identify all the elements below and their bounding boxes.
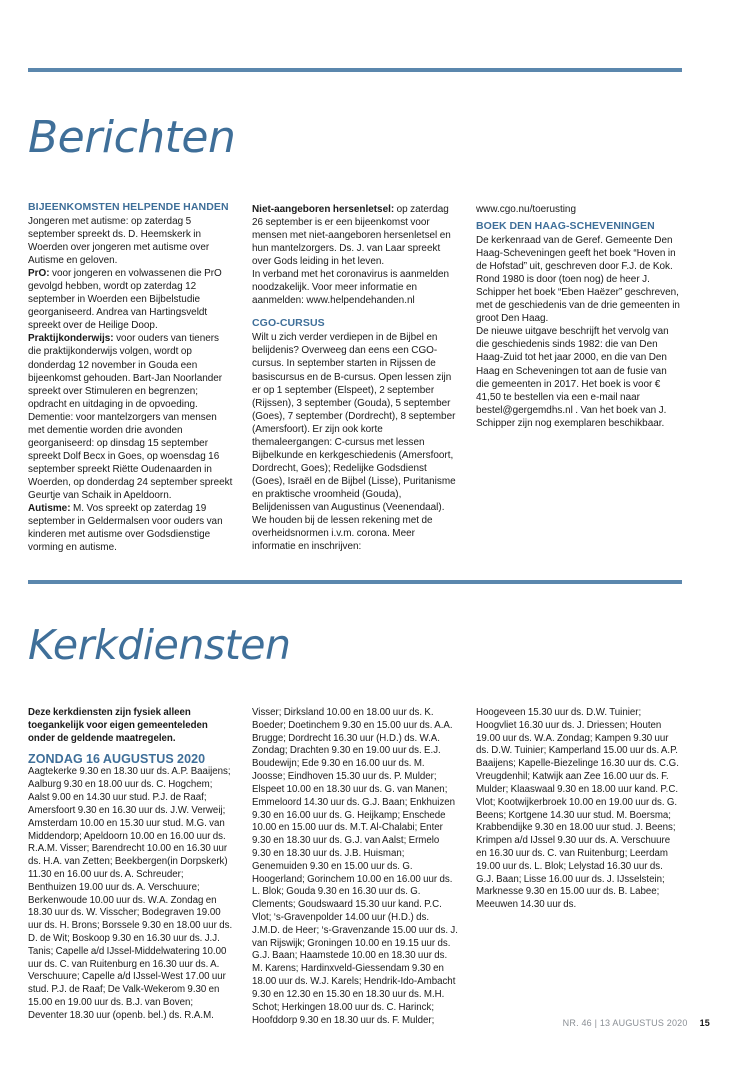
berichten-column-3 — [476, 203, 682, 430]
autisme-paragraph — [28, 502, 234, 554]
berichten-column-2 — [252, 203, 458, 553]
praktijk-label: Praktijkonderwijs: — [28, 333, 114, 345]
boek-text: De kerkenraad van de Geref. Gemeente Den Haag-Scheveningen geeft het boek “Hoven in de Hofstad” uit, geschreven door F.J. de Kok. Rond 1980 is door (toen nog) de heer J. Schipper het boek “Eben Haëzer” geschreven, met de geschiedenis van de drie gemeenten in groot Den Haag. — [476, 235, 680, 325]
issue-info: NR. 46 | 13 AUGUSTUS 2020 — [562, 1018, 688, 1028]
services-list: Aagtekerke 9.30 en 18.30 uur ds. A.P. Baaijens; Aalburg 9.30 en 18.00 uur ds. C. Hogchem; Aalst 9.00 en 14.30 uur stud. P.J. de Raaf; Amersfoort 9.30 en 16.30 uur ds. J.W. Verweij; Amsterdam 10.00 en 15.30 uur stud. M.G. van Middendorp; Apeldoorn 10.00 en 16.00 uur ds. R.A.M. Visser; Barendrecht 10.00 en 16.30 uur ds. H.A. van Zetten; Beekbergen(in Dorpskerk) 11.30 en 16.00 uur ds. A. Schreuder; Benthuizen 19.00 uur ds. A. Verschuure; Berkenwoude 10.00 uur ds. W.A. Zondag en 18.30 uur ds. W. Visscher; Bodegraven 19.00 uur ds. H. Brons; Borssele 9.30 en 18.00 uur ds. D. de Wit; Boskoop 9.30 en 16.30 uur ds. J.J. Tanis; Capelle a/d IJssel-Middelwatering 10.00 uur ds. C. van Ruitenburg en 16.30 uur ds. A. Verschuure; Capelle a/d IJssel-West 17.00 uur stud. P.J. de Raaf; De Valk-Wekerom 9.30 en 15.00 en 19.00 uur ds. B.J. van Boven; Deventer 18.30 uur (openb. bel.) ds. R.A.M. — [28, 766, 233, 1021]
berichten-title: Berichten — [28, 112, 236, 163]
kerkdiensten-column-1 — [28, 707, 234, 1023]
cgo-text-2: We houden bij de lessen rekening met de overheidsnormen i.v.m. corona. Meer informatie en inschrijven: — [252, 515, 433, 553]
pro-paragraph — [28, 267, 234, 332]
praktijk-text: voor ouders van tieners die praktijkonderwijs volgen, wordt op donderdag 12 november in Gouda een bijeenkomst gehouden. Bart-Jan Noorlander spreekt over Stimuleren en begrenzen; opdracht en uitdaging in de opvoeding. — [28, 333, 223, 410]
berichten-column-1 — [28, 200, 234, 554]
services-list: Visser; Dirksland 10.00 en 18.00 uur ds. K. Boeder; Doetinchem 9.30 en 15.00 uur ds. A.A. Brugge; Dordrecht 16.30 uur (H.D.) ds. W.A. Zondag; Drachten 9.30 en 19.00 uur ds. E.J. Boudewijn; Ede 9.30 en 16.00 uur ds. M. Joosse; Eindhoven 15.30 uur ds. P. Mulder; Elspeet 10.00 en 18.30 uur ds. G. van Manen; Emmeloord 14.30 uur ds. G.J. Baan; Enkhuizen 9.30 en 16.00 uur ds. G. Heijkamp; Enschede 10.00 en 15.00 uur ds. M.T. Al-Chalabi; Enter 9.30 en 18.30 uur ds. G.J. van Aalst; Ermelo 9.30 en 18.30 uur ds. J.B. Huisman; Genemuiden 9.30 en 15.00 uur ds. G. Hoogerland; Gorinchem 10.00 en 16.00 uur ds. L. Blok; Gouda 9.30 en 16.30 uur ds. G. Clements; Goudswaard 15.30 uur kand. P.C. Vlot; ‘s-Gravenpolder 14.00 uur (H.D.) ds. J.M.D. de Heer; ‘s-Gravenzande 15.00 uur ds. J. van Rijswijk; Groningen 10.00 en 19.15 uur ds. G.J. Baan; Haamstede 10.00 en 18.30 uur ds. M. Karens; Hardinxveld-Giessendam 9.30 en 18.00 uur ds. W.J. Karels; Hendrik-Ido-Ambacht 9.30 en 12.30 en 15.30 en 18.30 uur ds. M.H. Schot; Herkingen 18.00 uur ds. C. Harinck; Hoofddorp 9.30 en 18.30 uur ds. F. Mulder; — [252, 707, 458, 1026]
date-heading: ZONDAG 16 AUGUSTUS 2020 — [28, 752, 206, 767]
middle-divider — [28, 580, 682, 584]
top-divider — [28, 68, 682, 72]
page-footer — [563, 1018, 710, 1028]
pro-label: PrO: — [28, 268, 50, 280]
pro-text: voor jongeren en volwassenen die PrO gevolgd hebben, wordt op zaterdag 12 september in Woerden een Bijbelstudie georganiseerd. Andrea van Hartingsveldt spreekt over de Heilige Doop. — [28, 268, 222, 332]
helpende-handen-heading: BIJEENKOMSTEN HELPENDE HANDEN — [28, 201, 229, 213]
cgo-heading: CGO-CURSUS — [252, 317, 325, 330]
dementie-text: Dementie: voor mantelzorgers van mensen met dementie worden drie avonden georganiseerd: op dinsdag 15 september spreekt Dolf Becx in Goes, op woensdag 16 september spreekt Riëtte Oudenaarden in Woerden, op donderdag 24 september spreekt Geurtje van Schaik in Apeldoorn. — [28, 411, 233, 501]
nah-paragraph — [252, 203, 458, 268]
praktijk-paragraph — [28, 332, 234, 410]
kerkdiensten-title: Kerkdiensten — [28, 621, 291, 669]
autisme-text: M. Vos spreekt op zaterdag 19 september in Geldermalsen voor ouders van kinderen met autisme over Godsdienstige vorming en autisme. — [28, 503, 223, 554]
autisme-jongeren-text: Jongeren met autisme: op zaterdag 5 september spreekt ds. D. Heemskerk in Woerden over jongeren met autisme over Autisme en geloven. — [28, 216, 210, 267]
kerkdiensten-intro: Deze kerkdiensten zijn fysiek alleen toegankelijk voor eigen gemeenteleden onder de geldende maatregelen. — [28, 707, 208, 744]
boek-text-2: De nieuwe uitgave beschrijft het vervolg van die geschiedenis sinds 1982: die van Den Haag-Zuid tot het jaar 2000, en die van Den Haag en Scheveningen tot aan de fusie van die gemeenten in 2017. Het boek is voor € 41,50 te bestellen via een e-mail naar bestel@gergemdhs.nl . Van het boek van J. Schipper zijn nog exemplaren beschikbaar. — [476, 326, 669, 429]
nah-label: Niet-aangeboren hersenletsel: — [252, 204, 395, 215]
kerkdiensten-column-3 — [476, 707, 682, 912]
nah-text: op zaterdag 26 september is er een bijeenkomst voor mensen met niet-aangeboren hersenletsel en hun mantelzorgers. Ds. J. van Laar spreekt over Gods leiding in het leven. — [252, 204, 451, 268]
boek-heading: BOEK DEN HAAG-SCHEVENINGEN — [476, 220, 655, 233]
autisme-label: Autisme: — [28, 503, 71, 515]
cgo-text: Wilt u zich verder verdiepen in de Bijbel en belijdenis? Overweeg dan eens een CGO-cursus. In september starten in Rijssen de basiscursus en de B-cursus. Open lessen zijn er op 1 september (Elspeet), 2 september (Rijssen), 3 september (Gouda), 5 september (Goes), 7 september (Dordrecht), 8 september (Amersfoort). Er zijn ook korte themaleergangen: C-cursus met lessen Bijbelkunde en kerkgeschiedenis (Amersfoort, Dordrecht, Goes); Redelijke Godsdienst (Goes), Israël en de Bijbel (Lisse), Puritanisme en praktische vroomheid (Gouda), Belijdenissen van Augustinus (Veenendaal). — [252, 332, 456, 513]
cgo-text-2: www.cgo.nu/toerusting — [476, 204, 576, 215]
corona-note: In verband met het coronavirus is aanmelden noodzakelijk. Voor meer informatie en aanmelden: www.helpendehanden.nl — [252, 269, 450, 307]
services-list: Hoogeveen 15.30 uur ds. D.W. Tuinier; Hoogvliet 16.30 uur ds. J. Driessen; Houten 19.00 uur ds. W.A. Zondag; Kampen 9.30 uur ds. D.W. Tuinier; Kamperland 15.00 uur ds. A.P. Baaijens; Kapelle-Biezelinge 16.30 uur ds. C.G. Vreugdenhil; Katwijk aan Zee 16.00 uur ds. F. Mulder; Klaaswaal 9.30 en 18.00 uur kand. P.C. Vlot; Kootwijkerbroek 10.00 en 19.00 uur ds. G. Beens; Kortgene 14.30 uur stud. M. Boersma; Krabbendijke 9.30 en 18.00 uur stud. J. Beens; Krimpen a/d IJssel 9.30 uur ds. A. Verschuure en 16.30 uur ds. C. van Ruitenburg; Leerdam 19.00 uur ds. L. Blok; Lelystad 16.30 uur ds. G.J. Baan; Lisse 16.00 uur ds. J. IJsselstein; Marknesse 9.30 en 15.00 uur ds. B. Labee; Meeuwen 14.30 uur ds. — [476, 707, 679, 911]
page-number: 15 — [699, 1018, 710, 1028]
kerkdiensten-column-2 — [252, 707, 458, 1027]
